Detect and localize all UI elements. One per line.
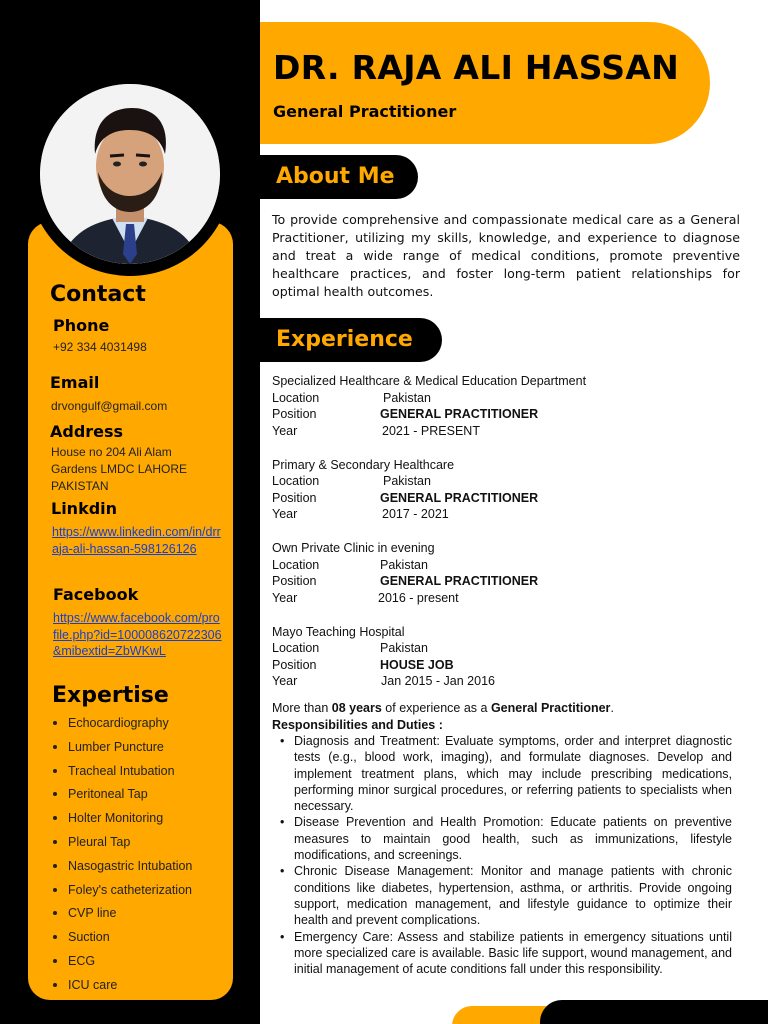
location-label: Location — [272, 474, 320, 488]
year-label: Year — [272, 674, 298, 688]
list-item: • Chronic Disease Management: Monitor and manage patients with chronic conditions like diabetes, hypertension, asthma, or arthritis. Provide ongoing support, medication management, and lifestyle guidance to optimize their health and prevent complications. — [272, 863, 732, 928]
phone-value: +92 334 4031498 — [53, 340, 147, 354]
list-item: Nasogastric Intubation — [50, 856, 225, 880]
contact-heading: Contact — [50, 282, 146, 307]
list-item: Pleural Tap — [50, 832, 225, 856]
list-item: • Emergency Care: Assess and stabilize patients in emergency situations until more specialized care is available. Basic life support, wound management, and initial management of acute conditions fall under this responsibility. — [272, 929, 732, 978]
list-item: • Disease Prevention and Health Promotion: Educate patients on preventive measures to maintain good health, such as immunizations, lifestyle modifications, and screenings. — [272, 814, 732, 863]
list-item: CVP line — [50, 903, 225, 927]
expertise-list — [50, 713, 225, 999]
entry-position: GENERAL PRACTITIONER — [380, 574, 539, 588]
list-item: Foley's catheterization — [50, 880, 225, 904]
linkedin-link[interactable]: https://www.linkedin.com/in/drraja-ali-hassan-598126126 — [52, 525, 221, 556]
year-label: Year — [272, 423, 298, 438]
year-label: Year — [272, 507, 298, 521]
summary-role: General Practitioner — [490, 701, 611, 715]
position-label: Position — [272, 407, 317, 421]
experience-list — [272, 373, 742, 707]
position-label: Position — [272, 490, 317, 505]
candidate-name: DR. RAJA ALI HASSAN — [273, 48, 680, 87]
entry-organization: Own Private Clinic in evening — [272, 541, 435, 555]
email-value: drvongulf@gmail.com — [51, 399, 168, 413]
list-item: Lumber Puncture — [50, 737, 225, 761]
experience-summary — [272, 700, 742, 733]
position-label: Position — [272, 574, 317, 588]
about-heading: About Me — [260, 155, 418, 199]
experience-entry — [272, 624, 742, 690]
duties-list — [272, 733, 732, 977]
list-item: Suction — [50, 927, 225, 951]
experience-entry — [272, 457, 742, 523]
email-label: Email — [50, 373, 100, 392]
list-item: Peritoneal Tap — [50, 784, 225, 808]
candidate-role: General Practitioner — [273, 102, 457, 121]
experience-entry — [272, 540, 742, 606]
list-item: Tracheal Intubation — [50, 761, 225, 785]
list-item: ECG — [50, 951, 225, 975]
experience-heading: Experience — [260, 318, 442, 362]
entry-location: Pakistan — [380, 557, 428, 572]
summary-middle: of experience as a — [381, 701, 491, 715]
entry-location: Pakistan — [383, 390, 431, 405]
entry-year: 2021 - PRESENT — [382, 423, 480, 438]
address-value: House no 204 Ali Alam Gardens LMDC LAHORE PAKISTAN — [51, 445, 188, 493]
phone-label: Phone — [53, 316, 110, 335]
entry-year: Jan 2015 - Jan 2016 — [381, 674, 495, 688]
entry-location: Pakistan — [380, 641, 428, 655]
summary-suffix: . — [610, 701, 614, 715]
facebook-link[interactable]: https://www.facebook.com/profile.php?id=100008620722306&mibextid=ZbWKwL — [53, 611, 222, 658]
profile-photo — [40, 84, 220, 264]
person-photo-icon — [40, 84, 220, 264]
footer-black-shape — [540, 1000, 768, 1024]
duties-heading: Responsibilities and Duties : — [272, 717, 443, 732]
list-item: ICU care — [50, 975, 225, 999]
facebook-label: Facebook — [53, 585, 139, 604]
location-label: Location — [272, 390, 320, 405]
list-item: Echocardiography — [50, 713, 225, 737]
list-item: Holter Monitoring — [50, 808, 225, 832]
entry-organization: Specialized Healthcare & Medical Education Department — [272, 374, 587, 388]
address-label: Address — [50, 422, 124, 441]
entry-position: GENERAL PRACTITIONER — [380, 490, 539, 505]
entry-position: GENERAL PRACTITIONER — [380, 407, 539, 421]
entry-organization: Mayo Teaching Hospital — [272, 624, 405, 639]
list-item: • Diagnosis and Treatment: Evaluate symptoms, order and interpret diagnostic tests (e.g., blood work, imaging), and formulate diagnoses. Develop and implement treatment plans, which may include prescribing medications, performing minor surgical procedures, or referring patients to specialists when necessary. — [272, 733, 732, 814]
summary-years: 08 years — [331, 701, 382, 715]
entry-location: Pakistan — [383, 474, 431, 488]
entry-organization: Primary & Secondary Healthcare — [272, 457, 455, 472]
entry-year: 2016 - present — [378, 590, 459, 605]
entry-position: HOUSE JOB — [380, 657, 454, 672]
entry-year: 2017 - 2021 — [382, 507, 449, 521]
experience-entry — [272, 373, 742, 439]
position-label: Position — [272, 657, 317, 672]
year-label: Year — [272, 590, 298, 605]
linkedin-label: Linkdin — [51, 499, 118, 518]
expertise-heading: Expertise — [52, 683, 169, 708]
summary-prefix: More than — [272, 701, 332, 715]
location-label: Location — [272, 641, 320, 655]
location-label: Location — [272, 557, 320, 572]
about-text: To provide comprehensive and compassionate medical care as a General Practitioner, utilizing my skills, knowledge, and experience to diagnose and treat a wide range of medical conditions, promote preventive healthcare practices, and foster long-term patient relationships for optimal health outcomes. — [272, 212, 740, 299]
